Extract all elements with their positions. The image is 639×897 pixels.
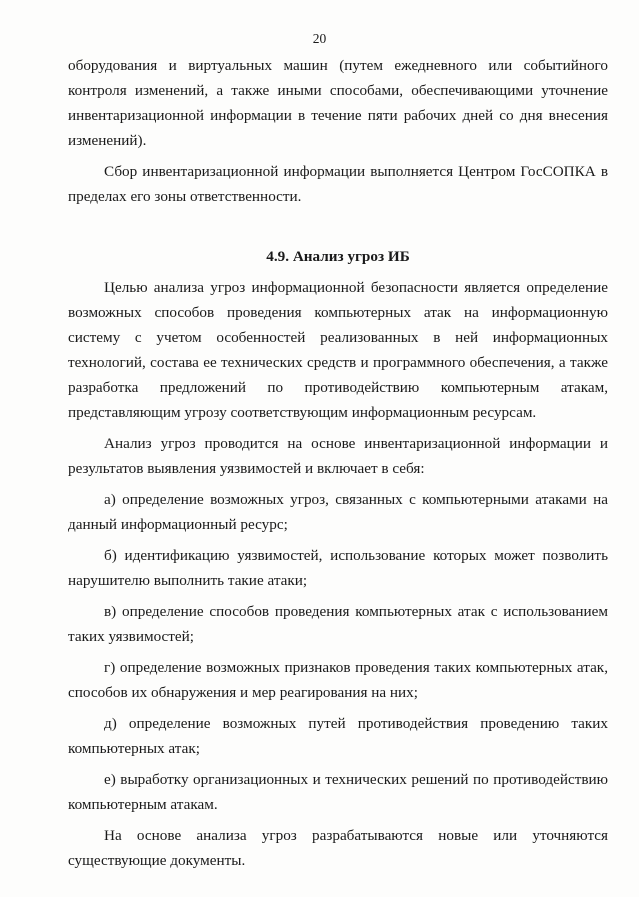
list-item-d: д) определение возможных путей противодействия проведению таких компьютерных атак;	[68, 715, 608, 757]
list-item-e: е) выработку организационных и технических решений по противодействию компьютерным атакам.	[68, 771, 608, 813]
page-content	[68, 53, 608, 873]
paragraph-analysis-basis: Анализ угроз проводится на основе инвентаризационной информации и результатов выявления уязвимостей и включает в себя:	[68, 435, 608, 477]
paragraph-documents: На основе анализа угроз разрабатываются новые или уточняются существующие документы.	[68, 827, 608, 869]
list-item-b: б) идентификацию уязвимостей, использование которых может позволить нарушителю выполнить такие атаки;	[68, 547, 608, 589]
page-number: 20	[312, 31, 327, 46]
paragraph-inventory-collection: Сбор инвентаризационной информации выполняется Центром ГосСОПКА в пределах его зоны ответственности.	[68, 163, 608, 205]
list-item-g: г) определение возможных признаков проведения таких компьютерных атак, способов их обнаружения и мер реагирования на них;	[68, 659, 608, 701]
paragraph-purpose: Целью анализа угроз информационной безопасности является определение возможных способов проведения компьютерных атак на информационную систему с учетом особенностей реализованных в ней информационных технологий, состава ее технических средств и программного обеспечения, а также разработка предложений по противодействию компьютерным атакам, представляющим угрозу соответствующим информационным ресурсам.	[68, 279, 608, 421]
list-item-a: а) определение возможных угроз, связанных с компьютерными атаками на данный информационный ресурс;	[68, 491, 608, 533]
section-heading: 4.9. Анализ угроз ИБ	[266, 248, 410, 265]
list-item-v: в) определение способов проведения компьютерных атак с использованием таких уязвимостей;	[68, 603, 608, 645]
paragraph-continuation: оборудования и виртуальных машин (путем ежедневного или событийного контроля изменений, а также иными способами, обеспечивающими уточнение инвентаризационной информации в течение пяти рабочих дней со дня внесения изменений).	[68, 57, 608, 149]
